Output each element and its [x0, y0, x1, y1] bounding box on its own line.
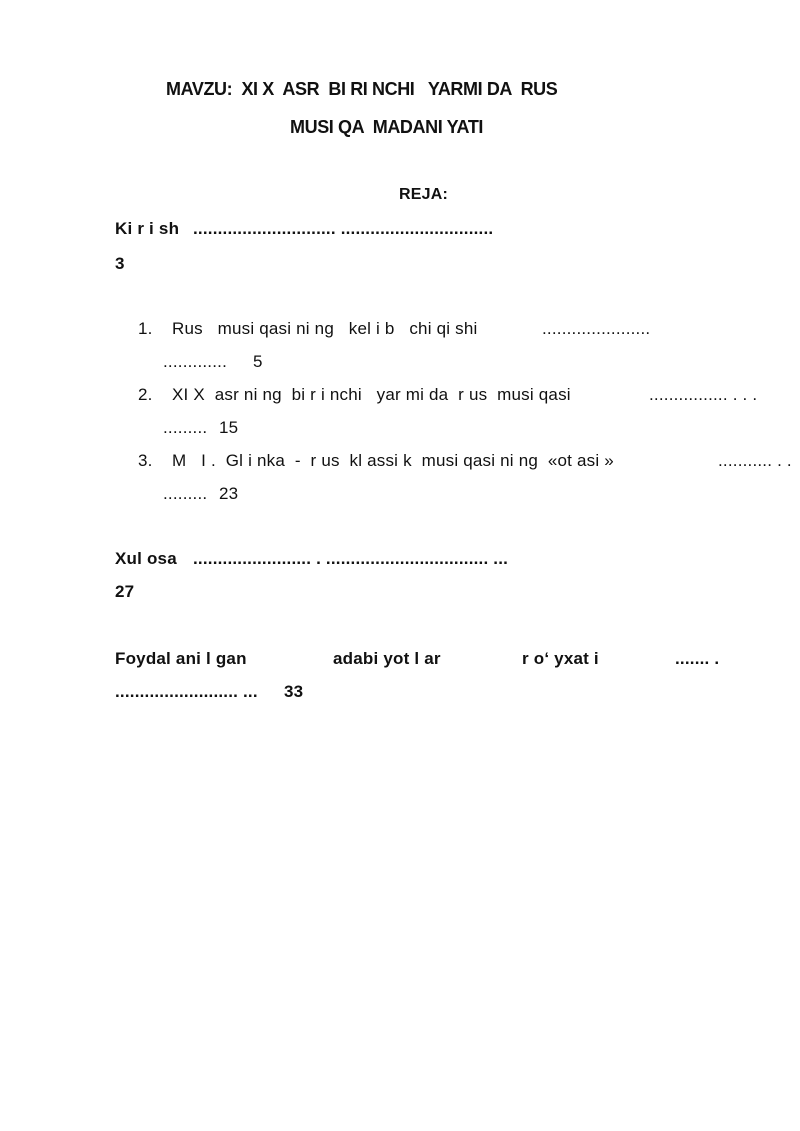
plan-heading: REJA:	[399, 186, 449, 203]
toc-references-word-3: r o‘ yxat i	[522, 649, 599, 668]
toc-intro-dots: ............................. ...............................	[193, 219, 494, 238]
document-title-line-2: MUSI QA MADANI YATI	[290, 117, 484, 137]
toc-conclusion-page: 27	[115, 582, 135, 601]
document-title-line-1: MAVZU: XI X ASR BI RI NCHI YARMI DA RUS	[166, 79, 558, 99]
toc-item-dots: ................ . . .	[649, 385, 758, 404]
toc-references-dots: ....... .	[675, 649, 720, 668]
toc-item-page: 15	[219, 418, 239, 437]
toc-intro-label: Ki r i sh	[115, 219, 180, 238]
toc-references-page: 33	[284, 682, 304, 701]
toc-item-cont-dots: .........	[163, 484, 208, 503]
toc-intro-page: 3	[115, 254, 125, 273]
toc-references-cont-dots: ......................... ...	[115, 682, 258, 701]
toc-item-dots: ........... . .	[718, 451, 792, 470]
toc-item-number: 3.	[138, 451, 153, 470]
toc-item-dots: ......................	[542, 319, 651, 338]
toc-item-cont-dots: .........	[163, 418, 208, 437]
toc-conclusion-label: Xul osa	[115, 549, 177, 568]
toc-references-word-1: Foydal ani l gan	[115, 649, 247, 668]
toc-item-number: 1.	[138, 319, 153, 338]
toc-item-cont-dots: .............	[163, 352, 228, 371]
toc-item-page: 5	[253, 352, 263, 371]
toc-item-text: Rus musi qasi ni ng kel i b chi qi shi	[172, 319, 478, 338]
toc-references-word-2: adabi yot l ar	[333, 649, 441, 668]
toc-conclusion-dots: ........................ . ................................. ...	[193, 549, 509, 568]
toc-item-number: 2.	[138, 385, 153, 404]
toc-item-page: 23	[219, 484, 239, 503]
toc-item-text: M I . Gl i nka - r us kl assi k musi qasi ni ng «ot asi »	[172, 451, 614, 470]
toc-item-text: XI X asr ni ng bi r i nchi yar mi da r us musi qasi	[172, 385, 571, 404]
